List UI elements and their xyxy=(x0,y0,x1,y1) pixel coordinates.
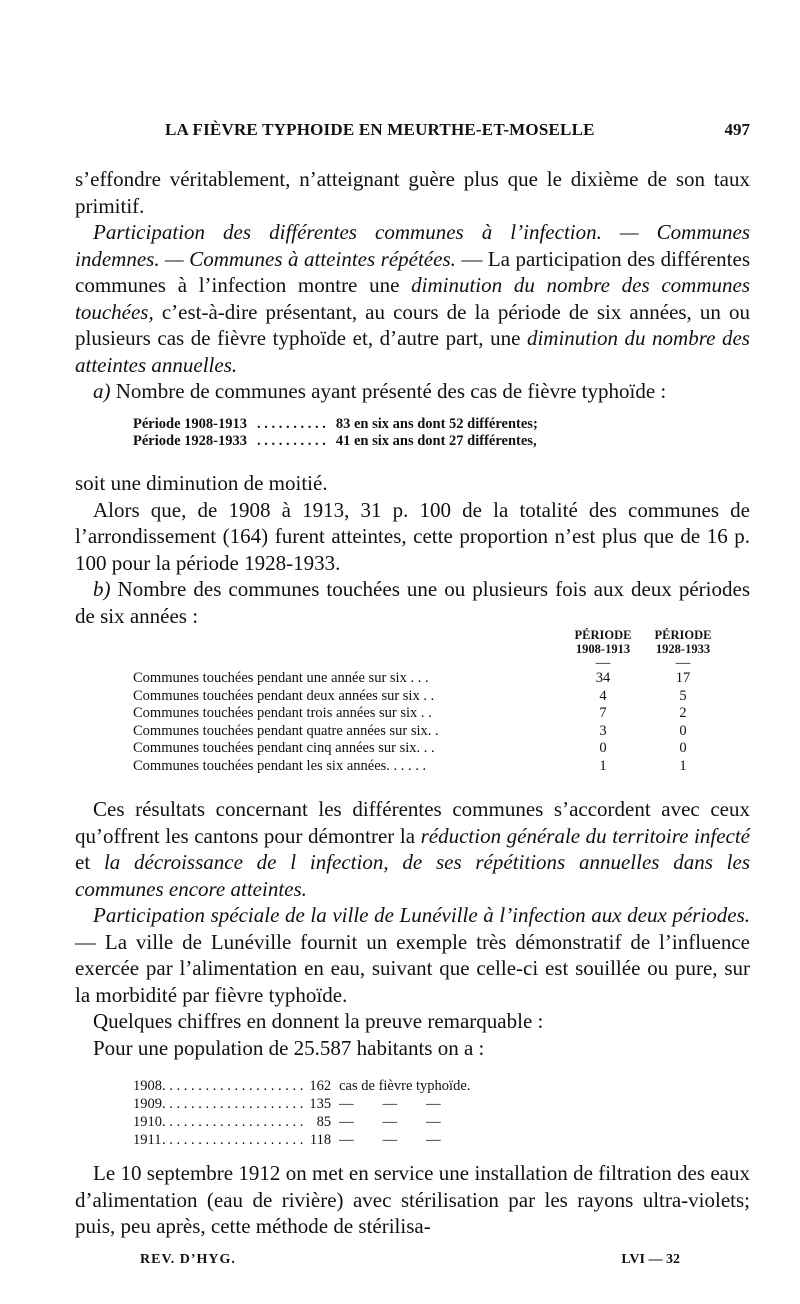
paragraph-proportion: Alors que, de 1908 à 1913, 31 p. 100 de la totalité des communes de l’arrondissement (164) furent atteintes, cette proportion n’est plus que de 16 p. 100 pour la période 1928-1933. xyxy=(75,497,750,575)
row-label: Communes touchées pendant quatre années sur six. . xyxy=(133,722,439,739)
paragraph-item-b xyxy=(75,576,750,629)
row-label: Communes touchées pendant trois années sur six . . xyxy=(133,705,432,721)
paragraph-population: Pour une population de 25.587 habitants on a : xyxy=(93,1035,485,1060)
column-dash: — xyxy=(675,655,691,671)
paragraph-luneville xyxy=(75,902,750,1008)
leader-dots: . . . . . . . . . . . . . . . . . . . . xyxy=(162,1114,304,1130)
row-value: 5 xyxy=(679,687,687,704)
table-periods xyxy=(133,416,538,450)
section-heading: Participation spéciale de la ville de Lunéville à l’infection aux deux périodes. xyxy=(93,903,750,927)
item-label: b) xyxy=(93,577,111,601)
column-header-line: PÉRIODE xyxy=(654,628,712,642)
leader-dots: . . . . . . . . . . . . . . . . . . . . xyxy=(162,1132,304,1148)
row-value: 3 xyxy=(599,722,607,739)
table-row xyxy=(133,416,538,433)
row-label: Communes touchées pendant deux années sur six . . xyxy=(133,687,435,704)
item-label: a) xyxy=(93,379,111,403)
row-label: Période 1908-1913 xyxy=(133,416,247,432)
row-value: 0 xyxy=(679,740,687,756)
column-dash: — xyxy=(595,655,611,671)
dash-spacer xyxy=(133,656,563,670)
row-value: 1 xyxy=(599,757,607,774)
signature-mark: LVI — 32 xyxy=(621,1252,680,1267)
paragraph-item-a xyxy=(75,378,750,405)
text-block-lower xyxy=(75,796,750,1061)
table-row xyxy=(133,670,723,688)
row-year: 1911 xyxy=(133,1132,162,1148)
header-spacer xyxy=(133,628,563,656)
row-value: 17 xyxy=(675,670,691,686)
row-label: Période 1928-1933 xyxy=(133,433,247,449)
emphasis-text: diminution du nombre des atteintes annuelles. xyxy=(75,326,750,377)
row-year: 1910 xyxy=(133,1114,162,1130)
row-label: Communes touchées pendant les six années. . . . . . xyxy=(133,757,427,774)
row-value: 2 xyxy=(679,705,687,721)
text-block-bottom xyxy=(75,1160,750,1240)
paragraph-text: c’est-à-dire présentant, au cours de la période de six années, un ou plusieurs cas de fièvre typhoïde et, d’autre part, une xyxy=(75,299,750,350)
section-heading: Participation des différentes communes à l’infection. — Communes indemnes. — Communes à atteintes répétées. xyxy=(75,220,750,271)
row-value: 41 en six ans dont 27 différentes, xyxy=(335,433,537,449)
table-row xyxy=(133,1095,470,1113)
page-number: 497 xyxy=(724,120,750,139)
table-row xyxy=(133,1113,470,1131)
paragraph-text: Nombre des communes touchées une ou plusieurs fois aux deux périodes de six années : xyxy=(75,577,750,628)
text-block-top xyxy=(75,166,750,405)
emphasis-text: diminution du nombre des communes touchées, xyxy=(75,273,750,324)
row-description: — — — xyxy=(339,1096,441,1112)
leader-dots: . . . . . . . . . . xyxy=(256,433,326,449)
emphasis-text: la décroissance de l infection, de ses répétitions annuelles dans les communes encore atteintes. xyxy=(75,850,751,901)
row-count: 85 xyxy=(316,1114,332,1130)
column-header-line: 1908-1913 xyxy=(575,642,631,656)
row-year: 1909 xyxy=(133,1096,162,1112)
table-row xyxy=(133,723,723,741)
paragraph-text: Ces résultats concernant les différentes communes s’accordent avec ceux qu’offrent les cantons pour démontrer la xyxy=(75,797,750,848)
leader-dots: . . . . . . . . . . . . . . . . . . . . xyxy=(162,1096,304,1112)
table-row xyxy=(133,705,723,723)
table-header-row xyxy=(133,628,723,656)
row-label: Communes touchées pendant cinq années sur six. . . xyxy=(133,740,435,756)
row-value: 34 xyxy=(595,670,611,686)
paragraph-filtration: Le 10 septembre 1912 on met en service une installation de filtration des eaux d’alimentation (eau de rivière) avec stérilisation par les rayons ultra-violets; puis, peu après, cette méthode de stérilisa- xyxy=(75,1161,750,1238)
row-description: — — — xyxy=(339,1114,441,1130)
table-row xyxy=(133,758,723,776)
table-row xyxy=(133,740,723,758)
row-description: cas de fièvre typhoïde. xyxy=(339,1078,471,1094)
row-value: 0 xyxy=(599,740,607,756)
journal-abbreviation: REV. D’HYG. xyxy=(140,1252,236,1267)
row-value: 83 en six ans dont 52 différentes; xyxy=(335,416,538,432)
column-header-line: 1928-1933 xyxy=(655,642,711,656)
row-count: 118 xyxy=(309,1132,332,1148)
paragraph-text: Nombre de communes ayant présenté des cas de fièvre typhoïde : xyxy=(110,379,667,403)
row-value: 0 xyxy=(679,722,687,739)
row-label: Communes touchées pendant une année sur six . . . xyxy=(133,670,429,686)
row-count: 135 xyxy=(309,1096,332,1112)
row-value: 4 xyxy=(599,687,607,704)
row-value: 1 xyxy=(679,757,687,774)
paragraph-moitie: soit une diminution de moitié. xyxy=(75,471,328,495)
row-count: 162 xyxy=(309,1078,332,1094)
row-year: 1908 xyxy=(133,1078,162,1094)
table-dash-row xyxy=(133,656,723,670)
emphasis-text: réduction générale du territoire infecté xyxy=(420,823,751,848)
table-row xyxy=(133,688,723,706)
paragraph-results xyxy=(75,796,750,902)
paragraph-text: et xyxy=(75,850,104,874)
paragraph-continuation: s’effondre véritablement, n’atteignant guère plus que le dixième de son taux primitif. xyxy=(75,167,750,218)
table-communes xyxy=(133,628,723,775)
row-value: 7 xyxy=(599,705,607,721)
table-row xyxy=(133,1077,470,1095)
running-header xyxy=(75,120,750,144)
paragraph-text: — La participation des différentes communes à l’infection montre une xyxy=(75,246,750,297)
running-title: LA FIÈVRE TYPHOIDE EN MEURTHE-ET-MOSELLE xyxy=(165,120,595,139)
paragraph-chiffres: Quelques chiffres en donnent la preuve remarquable : xyxy=(93,1009,544,1033)
table-row xyxy=(133,1131,470,1149)
text-block-middle xyxy=(75,470,750,629)
column-header xyxy=(563,628,643,656)
leader-dots: . . . . . . . . . . . . . . . . . . . . xyxy=(162,1078,304,1094)
column-header-line: PÉRIODE xyxy=(574,628,632,642)
paragraph-text: — La ville de Lunéville fournit un exemple très démonstratif de l’influence exercée par l’alimentation en eau, suivant que celle-ci est souillée ou pure, sur la morbidité par fièvre typhoïde. xyxy=(75,929,750,1007)
column-header xyxy=(643,628,723,656)
row-description: — — — xyxy=(339,1132,441,1148)
table-luneville-cases xyxy=(133,1077,470,1149)
paragraph-participation xyxy=(75,219,750,378)
leader-dots: . . . . . . . . . . xyxy=(256,416,326,432)
table-row xyxy=(133,433,538,450)
